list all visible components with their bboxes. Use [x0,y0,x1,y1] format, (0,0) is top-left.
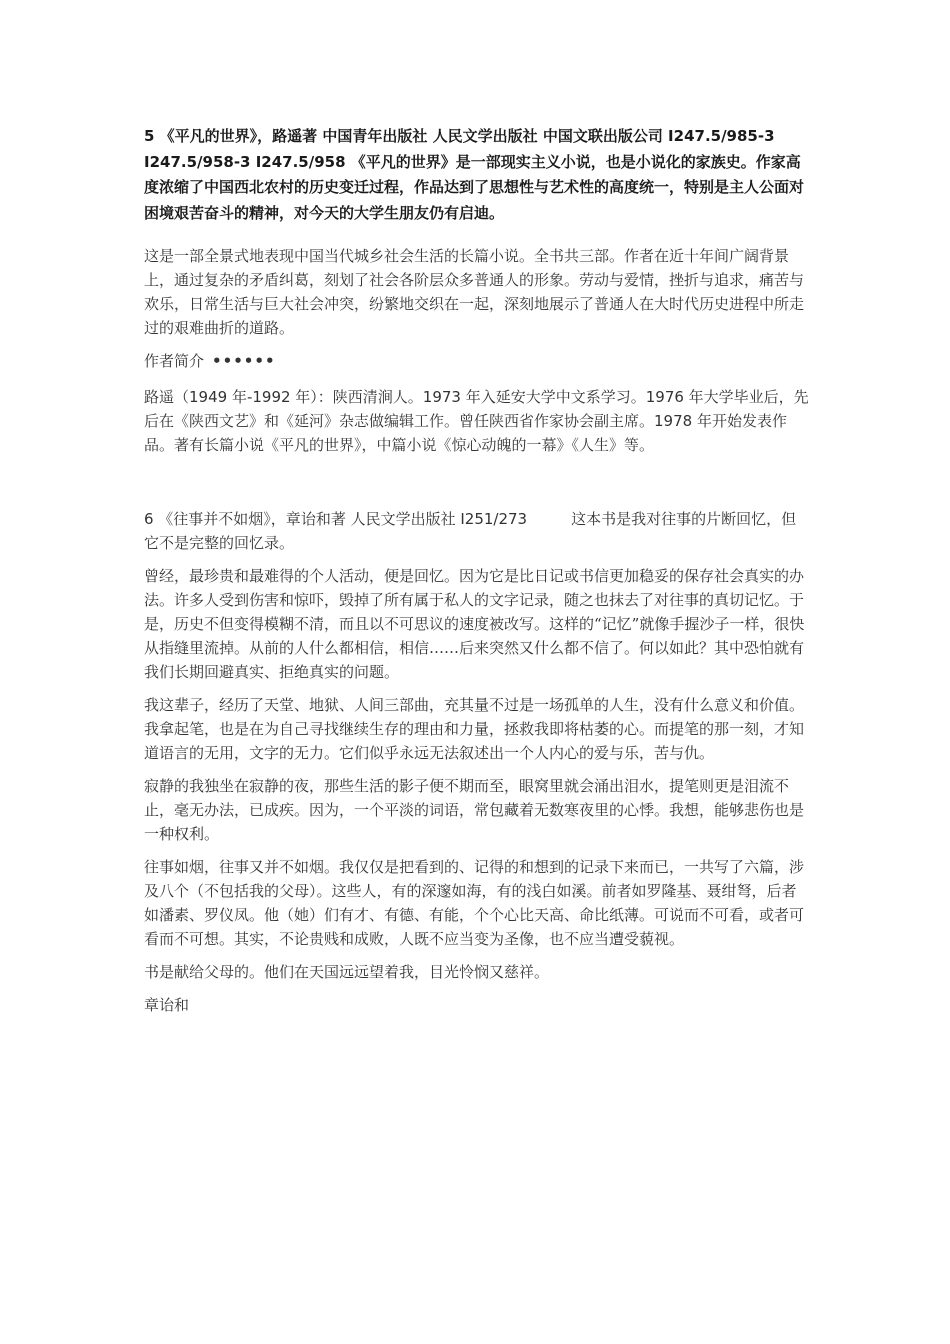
author-intro-dots: •••••• [212,352,276,370]
entry-5-summary: 这是一部全景式地表现中国当代城乡社会生活的长篇小说。全书共三部。作者在近十年间广阔背景上，通过复杂的矛盾纠葛，刻划了社会各阶层众多普通人的形象。劳动与爱情，挫折与追求，痛苦与欢乐，日常生活与巨大社会冲突，纷繁地交织在一起，深刻地展示了普通人在大时代历史进程中所走过的艰难曲折的道路。 [144,247,805,337]
entry-6-heading-main: 6 《往事并不如烟》，章诒和著 人民文学出版社 I251/273 [144,510,528,528]
document-page [144,124,810,1026]
entry-6-heading-tail: 这本书是我对往事的片断回忆，但它不是完整的回忆录。 [144,510,797,552]
entry-6-paragraph: 曾经，最珍贵和最难得的个人活动，便是回忆。因为它是比日记或书信更加稳妥的保存社会真实的办法。许多人受到伤害和惊吓，毁掉了所有属于私人的文字记录，随之也抹去了对往事的真切记忆。于是，历史不但变得模糊不清，而且以不可思议的速度被改写。这样的“记忆”就像手握沙子一样，很快从指缝里流掉。从前的人什么都相信，相信……后来突然又什么都不信了。何以如此？其中恐怕就有我们长期回避真实、拒绝真实的问题。 [144,567,805,681]
author-bio: 路遥（1949 年-1992 年）：陕西清涧人。1973 年入延安大学中文系学习。1976 年大学毕业后，先后在《陕西文艺》和《延河》杂志做编辑工作。曾任陕西省作家协会副主席。1978 年开始发表作品。著有长篇小说《平凡的世界》，中篇小说《惊心动魄的一幕》《人生》等。 [144,388,809,454]
entry-6-paragraph: 我这辈子，经历了天堂、地狱、人间三部曲，充其量不过是一场孤单的人生，没有什么意义和价值。我拿起笔，也是在为自己寻找继续生存的理由和力量，拯救我即将枯萎的心。而提笔的那一刻，才知道语言的无用，文字的无力。它们似乎永远无法叙述出一个人内心的爱与乐，苦与仇。 [144,696,805,762]
entry-6-paragraph: 书是献给父母的。他们在天国远远望着我，目光怜悯又慈祥。 [144,963,550,981]
entry-6-heading [144,507,810,555]
author-intro-label: 作者简介 [144,352,205,370]
entry-5-heading: 5 《平凡的世界》，路遥著 中国青年出版社 人民文学出版社 中国文联出版公司 I247.5/985-3 I247.5/958-3 I247.5/958 《平凡的世界》是一部现实主义小说，也是小说化的家族史。作家高度浓缩了中国西北农村的历史变迁过程，作品达到了思想性与艺术性的高度统一，特别是主人公面对困境艰苦奋斗的精神，对今天的大学生朋友仍有启迪。 [144,127,805,222]
author-intro-heading [144,349,810,373]
entry-6-paragraph: 往事如烟，往事又并不如烟。我仅仅是把看到的、记得的和想到的记录下来而已，一共写了六篇，涉及八个（不包括我的父母）。这些人，有的深邃如海，有的浅白如溪。前者如罗隆基、聂绀弩，后者如潘素、罗仪凤。他（她）们有才、有德、有能，个个心比天高、命比纸薄。可说而不可看，或者可看而不可想。其实，不论贵贱和成败，人既不应当变为圣像，也不应当遭受藐视。 [144,858,805,948]
entry-6-signature: 章诒和 [144,996,190,1014]
entry-6-paragraph: 寂静的我独坐在寂静的夜，那些生活的影子便不期而至，眼窝里就会涌出泪水，提笔则更是泪流不止，毫无办法，已成疾。因为，一个平淡的词语，常包藏着无数寒夜里的心悸。我想，能够悲伤也是一种权利。 [144,777,805,843]
section-gap [144,466,810,507]
